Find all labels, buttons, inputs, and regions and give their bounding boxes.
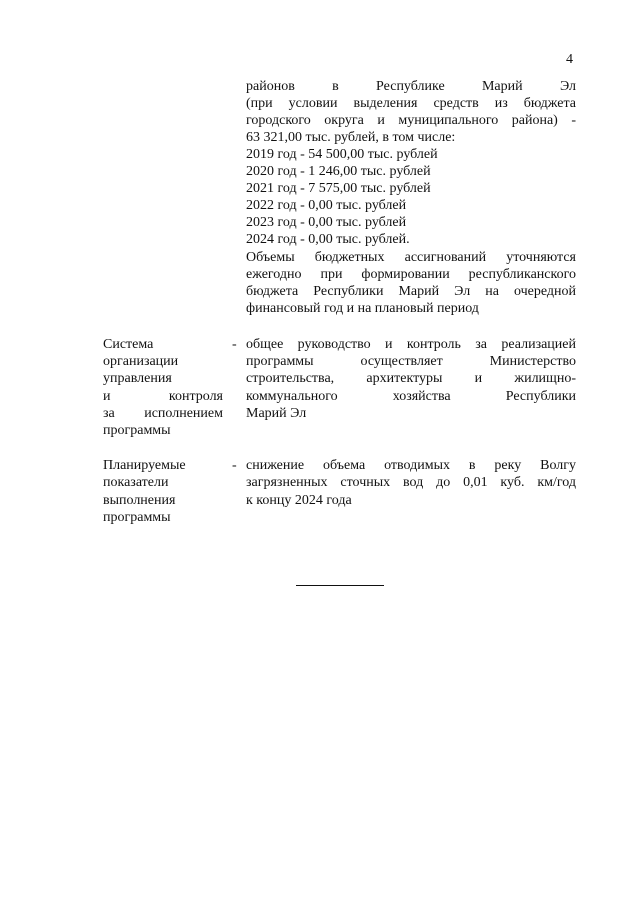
control-system-label: программы bbox=[103, 423, 171, 438]
closing-rule bbox=[296, 585, 384, 586]
control-system-text: общее руководство и контроль за реализацией bbox=[246, 337, 576, 352]
finance-line: городского округа и муниципального района) - bbox=[246, 113, 576, 128]
planned-indicators-label: показатели bbox=[103, 475, 169, 490]
planned-indicators-text: к концу 2024 года bbox=[246, 493, 352, 508]
finance-line: 63 321,00 тыс. рублей, в том числе: bbox=[246, 130, 456, 145]
control-system-text: программы осуществляет Министерство bbox=[246, 354, 576, 369]
control-system-label: Система bbox=[103, 337, 154, 352]
finance-line: 2019 год - 54 500,00 тыс. рублей bbox=[246, 147, 438, 162]
planned-indicators-dash: - bbox=[232, 458, 237, 473]
control-system-label: управления bbox=[103, 371, 172, 386]
finance-line: 2021 год - 7 575,00 тыс. рублей bbox=[246, 181, 431, 196]
finance-line: Объемы бюджетных ассигнований уточняются bbox=[246, 250, 576, 265]
control-system-text: строительства, архитектуры и жилищно- bbox=[246, 371, 576, 386]
planned-indicators-label: выполнения bbox=[103, 493, 176, 508]
planned-indicators-text: загрязненных сточных вод до 0,01 куб. км/год bbox=[246, 475, 576, 490]
planned-indicators-label: программы bbox=[103, 510, 171, 525]
control-system-label: и контроля bbox=[103, 389, 223, 404]
finance-line: 2020 год - 1 246,00 тыс. рублей bbox=[246, 164, 431, 179]
control-system-label: за исполнением bbox=[103, 406, 223, 421]
finance-line: финансовый год и на плановый период bbox=[246, 301, 479, 316]
control-system-text: коммунального хозяйства Республики bbox=[246, 389, 576, 404]
finance-line: 2022 год - 0,00 тыс. рублей bbox=[246, 198, 407, 213]
page-number: 4 bbox=[566, 52, 573, 67]
finance-line: 2024 год - 0,00 тыс. рублей. bbox=[246, 232, 410, 247]
finance-line: 2023 год - 0,00 тыс. рублей bbox=[246, 215, 407, 230]
finance-line: (при условии выделения средств из бюджета bbox=[246, 96, 576, 111]
finance-line: ежегодно при формировании республиканского bbox=[246, 267, 576, 282]
finance-line: районов в Республике Марий Эл bbox=[246, 79, 576, 94]
control-system-text: Марий Эл bbox=[246, 406, 307, 421]
control-system-dash: - bbox=[232, 337, 237, 352]
finance-line: бюджета Республики Марий Эл на очередной bbox=[246, 284, 576, 299]
planned-indicators-label: Планируемые bbox=[103, 458, 186, 473]
planned-indicators-text: снижение объема отводимых в реку Волгу bbox=[246, 458, 576, 473]
control-system-label: организации bbox=[103, 354, 179, 369]
